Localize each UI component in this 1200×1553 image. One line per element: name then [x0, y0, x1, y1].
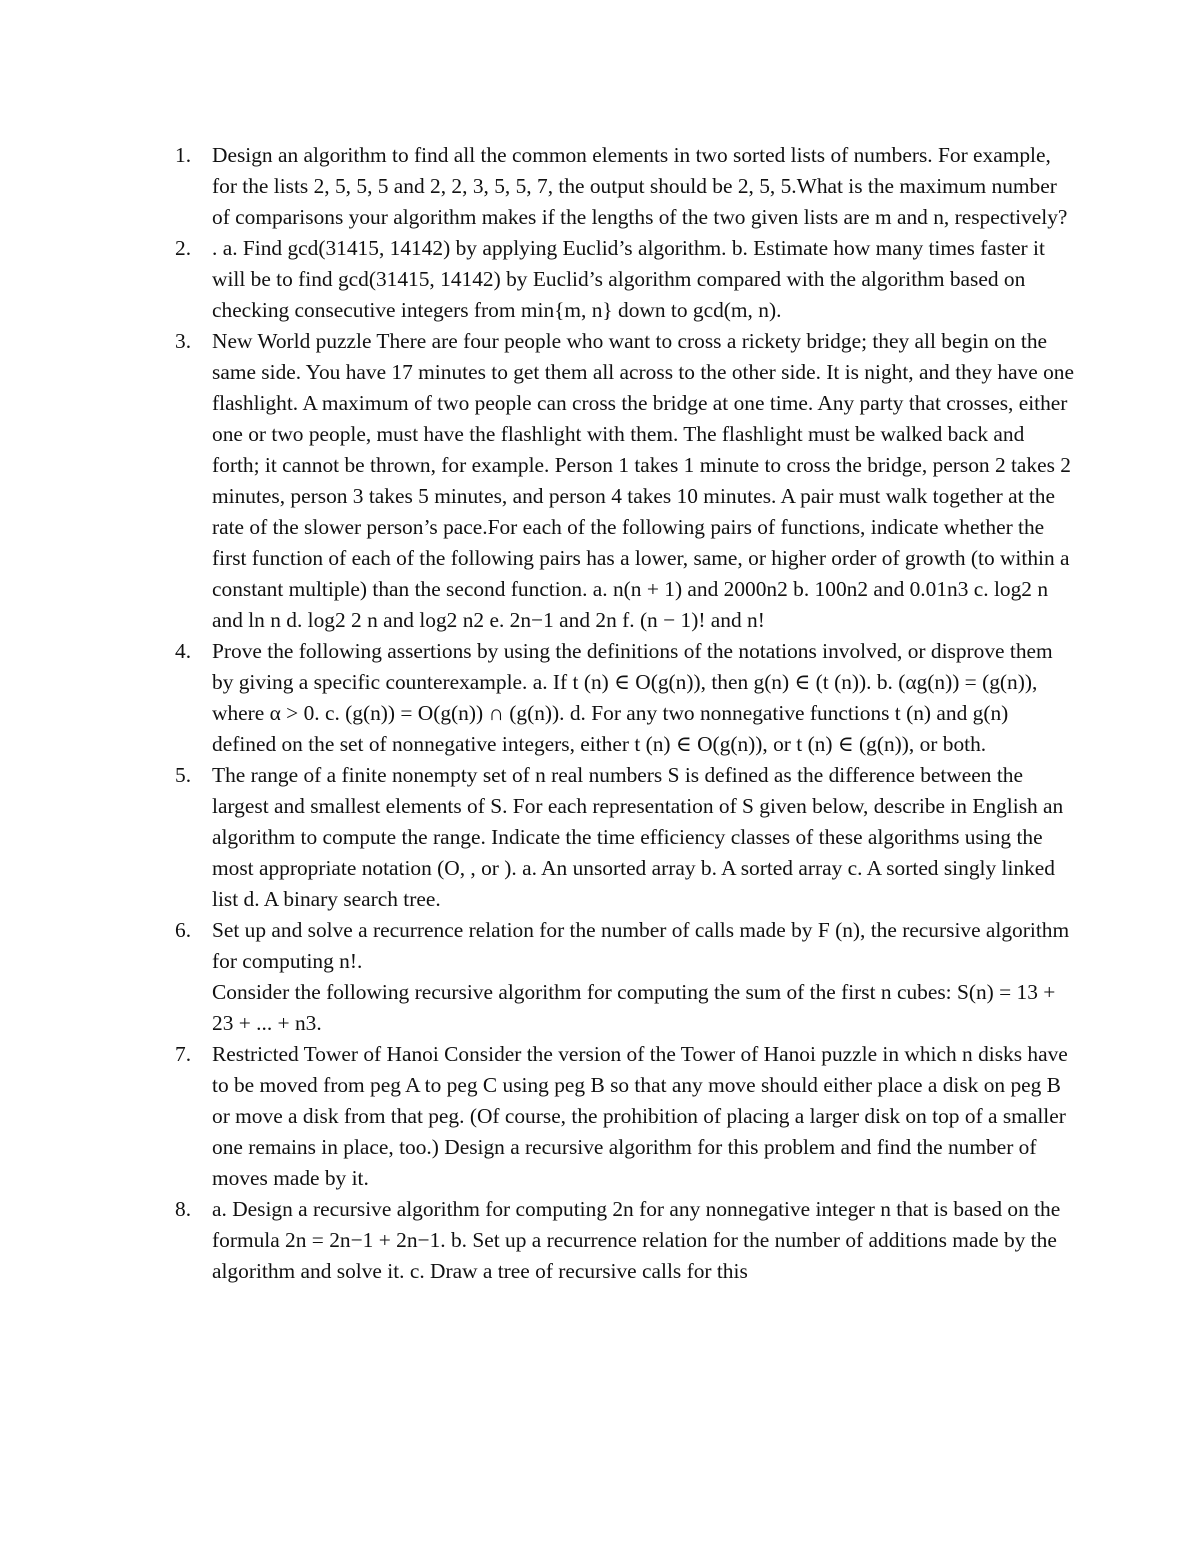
- list-item: [170, 915, 1075, 1039]
- item-text: Restricted Tower of Hanoi Consider the version of the Tower of Hanoi puzzle in which n disks have to be moved from peg A to peg C using peg B so that any move should either place a disk on peg B or move a disk from that peg. (Of course, the prohibition of placing a larger disk on top of a smaller one remains in place, too.) Design a recursive algorithm for this problem and find the number of moves made by it.: [212, 1042, 1068, 1190]
- item-number: 1.: [175, 143, 192, 167]
- item-text: . a. Find gcd(31415, 14142) by applying Euclid’s algorithm. b. Estimate how many times faster it will be to find gcd(31415, 14142) by Euclid’s algorithm compared with the algorithm based on checking consecutive integers from min{m, n} down to gcd(m, n).: [212, 236, 1045, 322]
- item-text: Set up and solve a recurrence relation for the number of calls made by F (n), the recursive algorithm for computing n!.: [212, 918, 1070, 973]
- list-item: [170, 326, 1075, 636]
- item-text: a. Design a recursive algorithm for computing 2n for any nonnegative integer n that is based on the formula 2n = 2n−1 + 2n−1. b. Set up a recurrence relation for the number of additions made by the algorithm and solve it. c. Draw a tree of recursive calls for this: [212, 1197, 1061, 1283]
- list-item: [170, 1194, 1075, 1287]
- list-item: [170, 140, 1075, 233]
- item-number: 8.: [175, 1197, 192, 1221]
- item-text: The range of a finite nonempty set of n real numbers S is defined as the difference between the largest and smallest elements of S. For each representation of S given below, describe in English an algorithm to compute the range. Indicate the time efficiency classes of these algorithms using the most appropriate notation (O, , or ). a. An unsorted array b. A sorted array c. A sorted singly linked list d. A binary search tree.: [212, 763, 1064, 911]
- list-item: [170, 233, 1075, 326]
- item-number: 4.: [175, 639, 192, 663]
- item-text: New World puzzle There are four people who want to cross a rickety bridge; they all begin on the same side. You have 17 minutes to get them all across to the other side. It is night, and they have one flashlight. A maximum of two people can cross the bridge at one time. Any party that crosses, either one or two people, must have the flashlight with them. The flashlight must be walked back and forth; it cannot be thrown, for example. Person 1 takes 1 minute to cross the bridge, person 2 takes 2 minutes, person 3 takes 5 minutes, and person 4 takes 10 minutes. A pair must walk together at the rate of the slower person’s pace.For each of the following pairs of functions, indicate whether the first function of each of the following pairs has a lower, same, or higher order of growth (to within a constant multiple) than the second function. a. n(n + 1) and 2000n2 b. 100n2 and 0.01n3 c. log2 n and ln n d. log2 2 n and log2 n2 e. 2n−1 and 2n f. (n − 1)! and n!: [212, 329, 1074, 632]
- item-number: 7.: [175, 1042, 192, 1066]
- item-number: 5.: [175, 763, 192, 787]
- list-item: [170, 760, 1075, 915]
- item-text: Prove the following assertions by using the definitions of the notations involved, or disprove them by giving a specific counterexample. a. If t (n) ∈ O(g(n)), then g(n) ∈ (t (n)). b. (αg(n)) = (g(n)), where α > 0. c. (g(n)) = O(g(n)) ∩ (g(n)). d. For any two nonnegative functions t (n) and g(n) defined on the set of nonnegative integers, either t (n) ∈ O(g(n)), or t (n) ∈ (g(n)), or both.: [212, 639, 1053, 756]
- list-item: [170, 1039, 1075, 1194]
- item-continuation-text: Consider the following recursive algorithm for computing the sum of the first n cubes: S(n) = 13 + 23 + ... + n3.: [212, 980, 1056, 1035]
- item-number: 3.: [175, 329, 192, 353]
- list-item: [170, 636, 1075, 760]
- question-list: [170, 140, 1075, 1287]
- item-text: Design an algorithm to find all the common elements in two sorted lists of numbers. For example, for the lists 2, 5, 5, 5 and 2, 2, 3, 5, 5, 7, the output should be 2, 5, 5.What is the maximum number of comparisons your algorithm makes if the lengths of the two given lists are m and n, respectively?: [212, 143, 1068, 229]
- item-number: 6.: [175, 918, 192, 942]
- item-number: 2.: [175, 236, 192, 260]
